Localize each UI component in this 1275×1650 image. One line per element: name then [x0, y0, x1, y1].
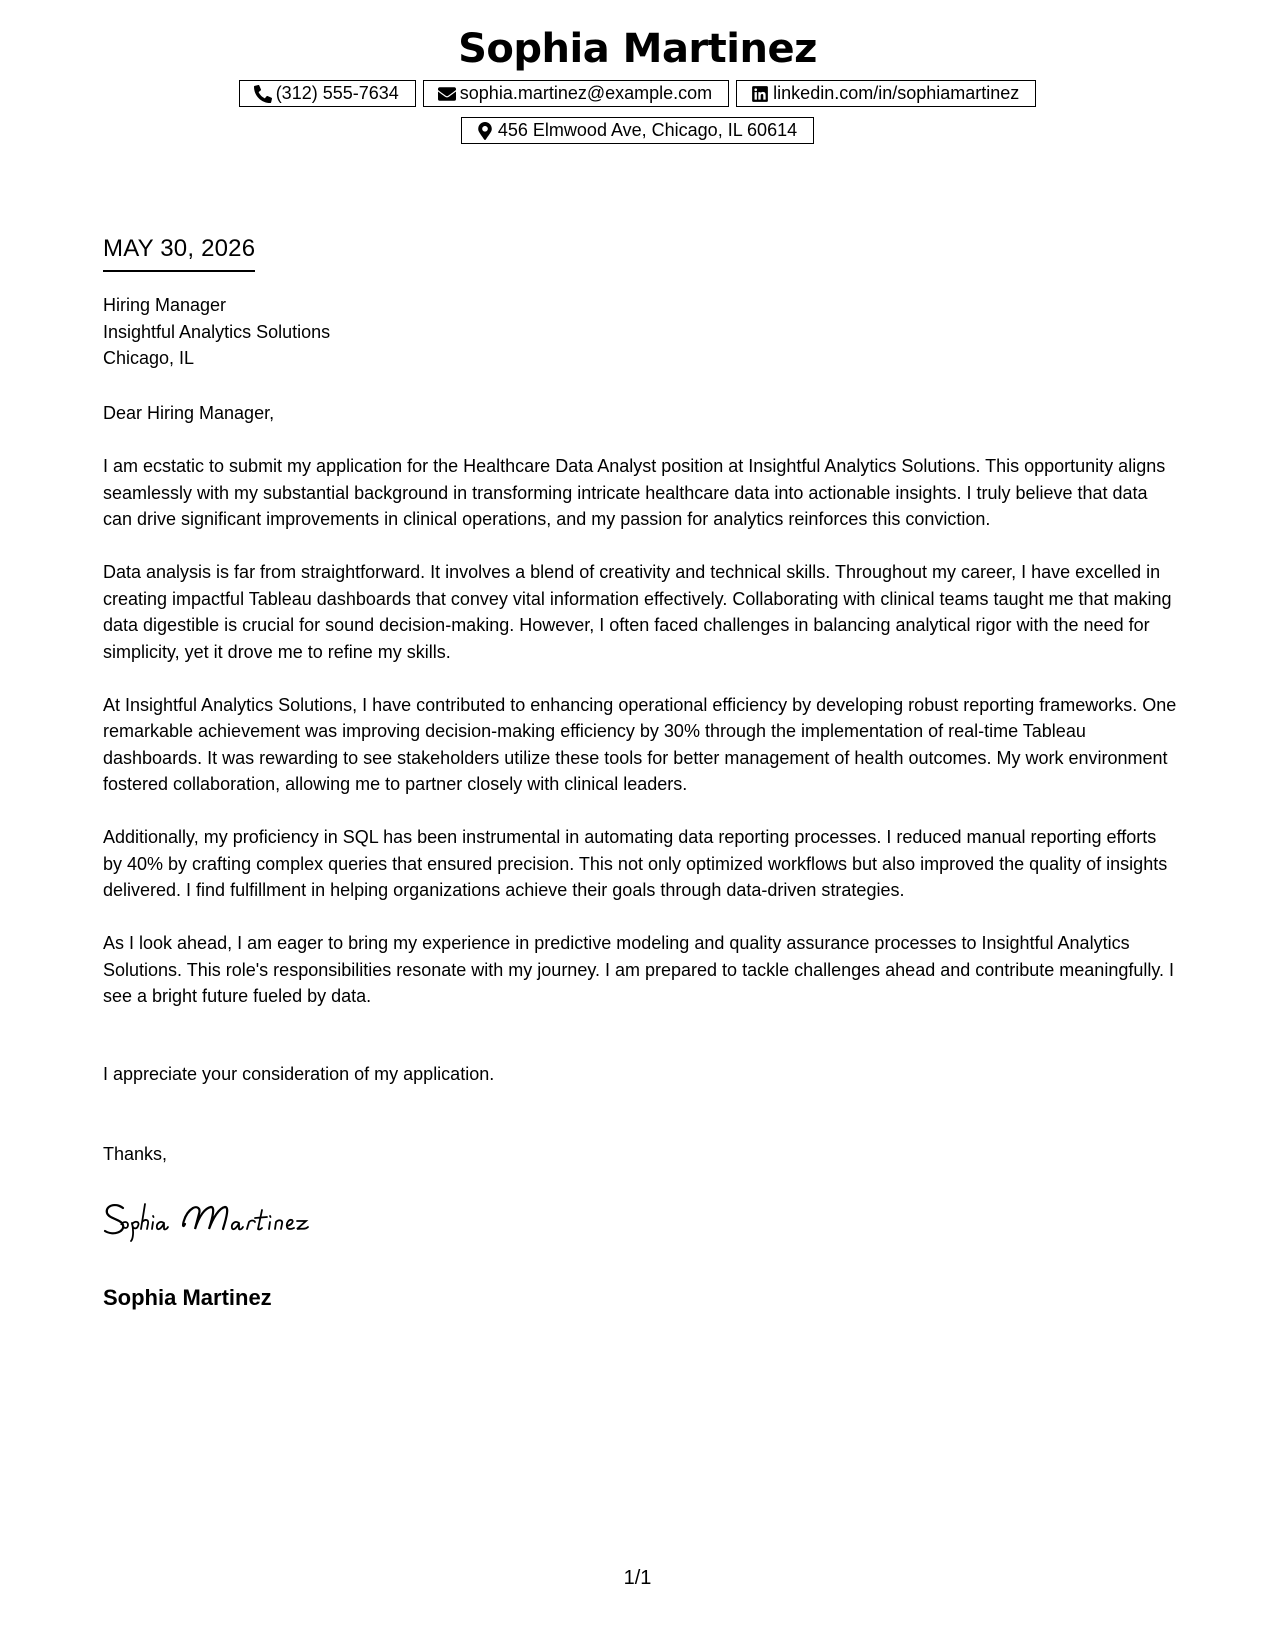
contact-email-text: sophia.martinez@example.com [459, 83, 713, 103]
recipient-company: Insightful Analytics Solutions [103, 321, 331, 342]
body-paragraph: At Insightful Analytics Solutions, I have contributed to enhancing operational efficiency by developing robust reporting frameworks. One remarkable achievement was improving decision-making efficiency by 30% through the implementation of real-time Tableau dashboards. It was rewarding to see stakeholders utilize these tools for better management of health outcomes. My work environment fostered collaboration, allowing me to partner closely with clinical leaders. [103, 694, 1177, 794]
phone-icon [254, 85, 272, 103]
contact-email[interactable] [423, 80, 729, 107]
recipient-block [103, 292, 1178, 372]
envelope-icon [438, 85, 456, 103]
linkedin-icon [751, 85, 769, 103]
contact-phone [239, 80, 416, 107]
salutation: Dear Hiring Manager, [103, 403, 275, 423]
body-paragraph: Additionally, my proficiency in SQL has been instrumental in automating data reporting processes. I reduced manual reporting efforts by 40% by crafting complex queries that ensured precision. This not only optimized workflows but also improved the quality of insights delivered. I find fulfillment in helping organizations achieve their goals through data-driven strategies. [103, 827, 1168, 900]
contact-address-text: 456 Elmwood Ave, Chicago, IL 60614 [497, 120, 798, 140]
contact-address [461, 117, 814, 144]
handwritten-signature [101, 1194, 363, 1242]
recipient-title: Hiring Manager [103, 295, 227, 315]
contact-row [0, 117, 1275, 144]
signed-name: Sophia Martinez [103, 1285, 272, 1310]
body-paragraph: Data analysis is far from straightforward. It involves a blend of creativity and technical skills. Throughout my career, I have excelled in creating impactful Tableau dashboards that convey vital information effectively. Collaborating with clinical teams taught me that making data digestible is crucial for sound decision-making. However, I often faced challenges in balancing analytical rigor with the need for simplicity, yet it drove me to refine my skills. [103, 562, 1172, 662]
letter-date: MAY 30, 2026 [103, 234, 255, 272]
contact-phone-text: (312) 555-7634 [275, 83, 399, 103]
body-paragraph: As I look ahead, I am eager to bring my experience in predictive modeling and quality assurance processes to Insightful Analytics Solutions. This role's responsibilities resonate with my journey. I am prepared to tackle challenges ahead and contribute meaningfully. I see a bright future fueled by data. [103, 933, 1175, 1006]
closing-line: I appreciate your consideration of my application. [103, 1064, 495, 1084]
contact-linkedin-text: linkedin.com/in/sophiamartinez [773, 83, 1020, 103]
contact-row [0, 80, 1275, 107]
recipient-location: Chicago, IL [103, 348, 195, 368]
body-paragraph: I am ecstatic to submit my application for the Healthcare Data Analyst position at Insightful Analytics Solutions. This opportunity aligns seamlessly with my substantial background in transforming intricate healthcare data into actionable insights. I truly believe that data can drive significant improvements in clinical operations, and my passion for analytics reinforces this conviction. [103, 456, 1166, 529]
page-number: 1/1 [623, 1567, 652, 1589]
signoff: Thanks, [103, 1144, 168, 1164]
applicant-name-heading: Sophia Martinez [458, 26, 817, 72]
map-marker-icon [476, 122, 494, 140]
contact-linkedin[interactable] [736, 80, 1036, 107]
letter-body [103, 453, 1178, 1036]
